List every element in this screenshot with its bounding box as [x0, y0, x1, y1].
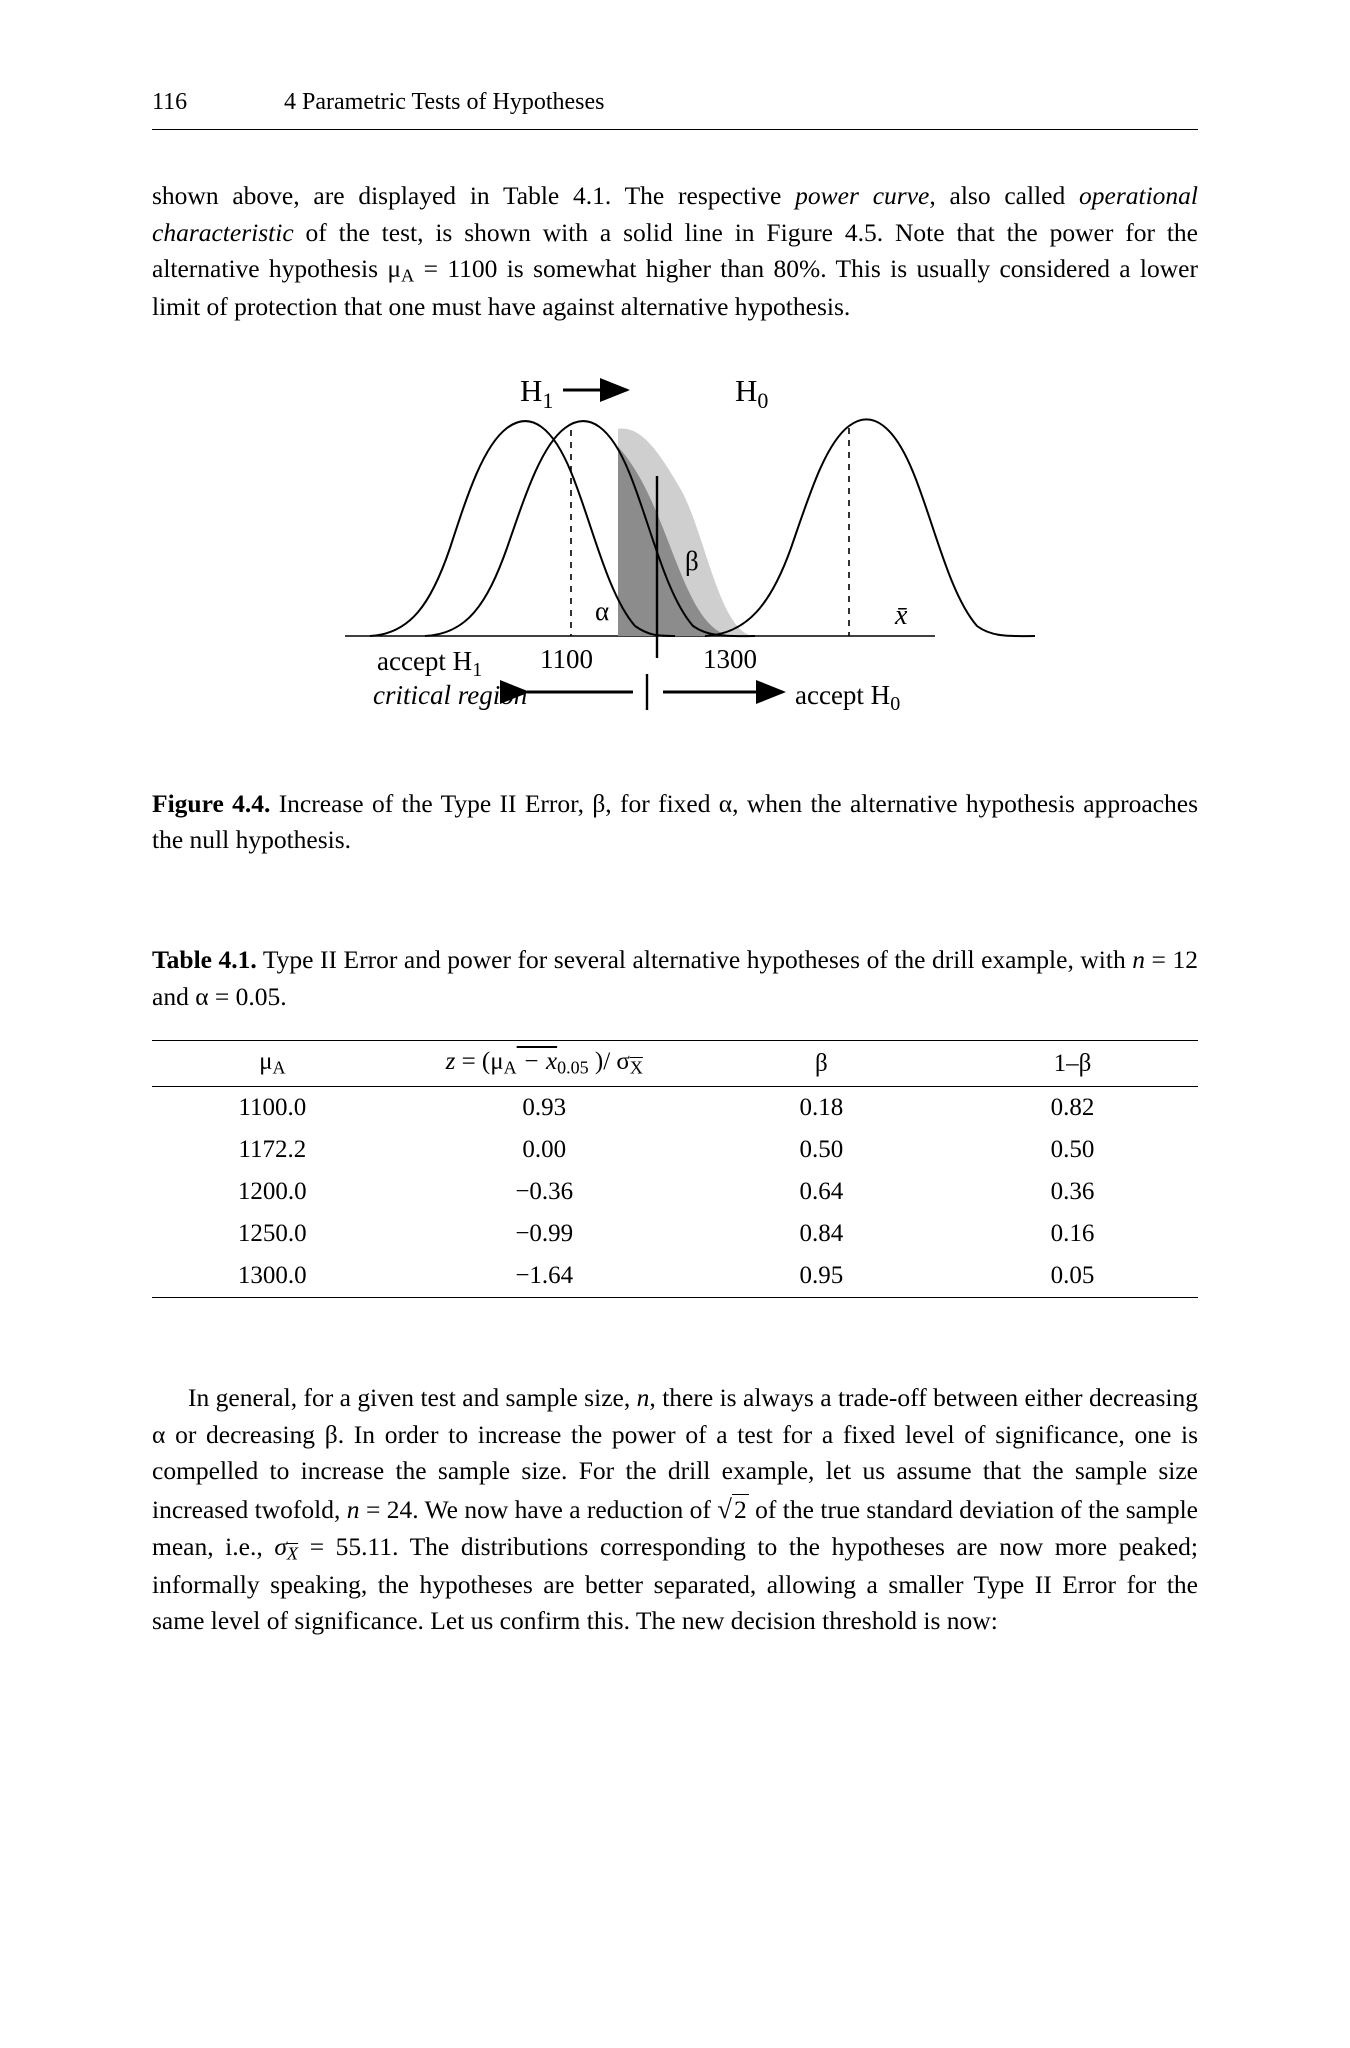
figure-graphic — [235, 368, 1115, 758]
cell-mu: 1200.0 — [237, 1177, 307, 1205]
radical-sign: √ — [717, 1493, 732, 1524]
cell-power: 0.05 — [1050, 1261, 1095, 1289]
cell-power: 0.82 — [1050, 1093, 1095, 1121]
label-xbar: x̄ — [895, 599, 908, 631]
table-caption-text-2: = 12 and α = 0.05. — [152, 945, 1198, 1011]
figure-number: Figure 4.4. — [152, 788, 271, 818]
label-critical-region: critical region — [373, 679, 528, 710]
cell-z: −0.99 — [515, 1219, 574, 1247]
cell-mu: 1100.0 — [238, 1093, 307, 1121]
radicand: 2 — [734, 1494, 747, 1524]
text-run: shown above, are displayed in Table 4.1. The respective — [152, 180, 796, 210]
tick-label-1300: 1300 — [703, 643, 757, 674]
cell-z: 0.93 — [522, 1093, 567, 1121]
table-row — [152, 1255, 1198, 1298]
table-row — [152, 1171, 1198, 1213]
cell-mu: 1172.2 — [238, 1135, 307, 1163]
text-italic: n — [346, 1494, 360, 1524]
label-h0: $H_0$ — [735, 372, 769, 413]
figure-caption-text: Increase of the Type II Error, β, for fixed α, when the alternative hypothesis approaches the null hypothesis. — [152, 788, 1198, 855]
table-row — [152, 1213, 1198, 1255]
cell-beta: 0.84 — [799, 1219, 844, 1247]
text-italic: n — [636, 1382, 650, 1412]
label-accept-h1: accept $H_1$ — [377, 645, 483, 681]
h0-curve — [705, 419, 1035, 636]
running-head — [152, 0, 1198, 117]
subscript-a: A — [272, 1057, 286, 1078]
text-run: = 55.11. The distributions corresponding to the hypotheses are now more peaked; informally speaking, the hypotheses are better separated, allowing a smaller Type II Error for the same level of significance. Let us confirm this. The new decision threshold is now: — [152, 1531, 1198, 1636]
text-run: In general, for a given test and sample size, — [188, 1382, 637, 1412]
table-head — [152, 1041, 1198, 1087]
cell-power: 0.16 — [1050, 1219, 1095, 1247]
text-run: , also called — [929, 180, 1080, 210]
label-beta: β — [685, 545, 699, 576]
expr-part: = (μ — [455, 1048, 504, 1076]
text-italic: power curve — [795, 180, 930, 210]
header-divider — [152, 129, 1198, 130]
cell-power: 0.36 — [1050, 1177, 1095, 1205]
cell-beta: 0.95 — [799, 1261, 844, 1289]
cell-z: 0.00 — [522, 1135, 567, 1163]
column-header-power: 1–β — [1053, 1049, 1092, 1077]
column-header-z — [393, 1041, 696, 1087]
paragraph-closing — [152, 1380, 1198, 1640]
cell-z: −0.36 — [515, 1177, 574, 1205]
table-header-row — [152, 1041, 1198, 1087]
label-alpha: α — [595, 595, 610, 626]
cell-power: 0.50 — [1050, 1135, 1095, 1163]
page-number: 116 — [152, 89, 188, 115]
subscript-xbar: X — [629, 1057, 643, 1078]
text-italic: n — [1132, 945, 1145, 975]
cell-z: −1.64 — [515, 1261, 574, 1289]
table-4-1 — [152, 1040, 1198, 1298]
cell-mu: 1300.0 — [237, 1261, 307, 1289]
cell-beta: 0.64 — [799, 1177, 844, 1205]
column-header-mu-a — [152, 1041, 393, 1087]
text-italic: operational characteristic — [152, 180, 1199, 247]
table-row — [152, 1129, 1198, 1171]
chapter-title: 4 Parametric Tests of Hypotheses — [284, 89, 605, 115]
table-caption-text: Type II Error and power for several alternative hypotheses of the drill example, with — [256, 945, 1133, 975]
symbol-mu: μ — [259, 1048, 273, 1076]
text-run: = 1100 is somewhat higher than 80%. This is usually considered a lower limit of protection that one must have against alternative hypothesis. — [152, 254, 1198, 322]
cell-beta: 0.50 — [799, 1135, 844, 1163]
table-body — [152, 1086, 1198, 1297]
cell-mu: 1250.0 — [237, 1219, 307, 1247]
subscript-a: A — [503, 1057, 517, 1078]
label-accept-h0: accept $H_0$ — [795, 679, 901, 715]
symbol-z: z — [445, 1048, 456, 1076]
text-run: of the true standard deviation of the sample mean, i.e., — [152, 1494, 1198, 1561]
paragraph-intro — [152, 178, 1198, 326]
symbol-sigma: σ — [274, 1531, 287, 1561]
text-run: of the test, is shown with a solid line in Figure 4.5. Note that the power for the alternative hypothesis — [152, 217, 1198, 284]
subscript-a: A — [401, 265, 415, 286]
figure-caption — [152, 786, 1198, 858]
table-caption — [152, 942, 1198, 1014]
figure-4-4 — [152, 368, 1198, 758]
table-row — [152, 1086, 1198, 1129]
label-h1: $H_1$ — [520, 372, 554, 413]
subscript-xbar: X — [286, 1543, 299, 1564]
sqrt-expression — [717, 1495, 748, 1524]
column-header-beta: β — [815, 1049, 828, 1077]
cell-beta: 0.18 — [799, 1093, 844, 1121]
symbol-mu: μ — [387, 254, 402, 284]
subscript-005: 0.05 — [557, 1057, 589, 1078]
text-run: = 24. We now have a reduction of — [359, 1494, 718, 1524]
tick-label-1100: 1100 — [540, 643, 593, 674]
expr-sigma: )/ σ — [588, 1048, 630, 1076]
table-number: Table 4.1. — [152, 945, 257, 975]
text-run: , there is always a trade-off between either decreasing α or decreasing β. In order to increase the power of a test for a fixed level of significance, one is compelled to increase the sample size. For the drill example, let us assume that the sample size increased twofold, — [152, 1382, 1198, 1524]
expr-xbar: − x — [516, 1048, 558, 1076]
alpha-region — [475, 428, 755, 636]
